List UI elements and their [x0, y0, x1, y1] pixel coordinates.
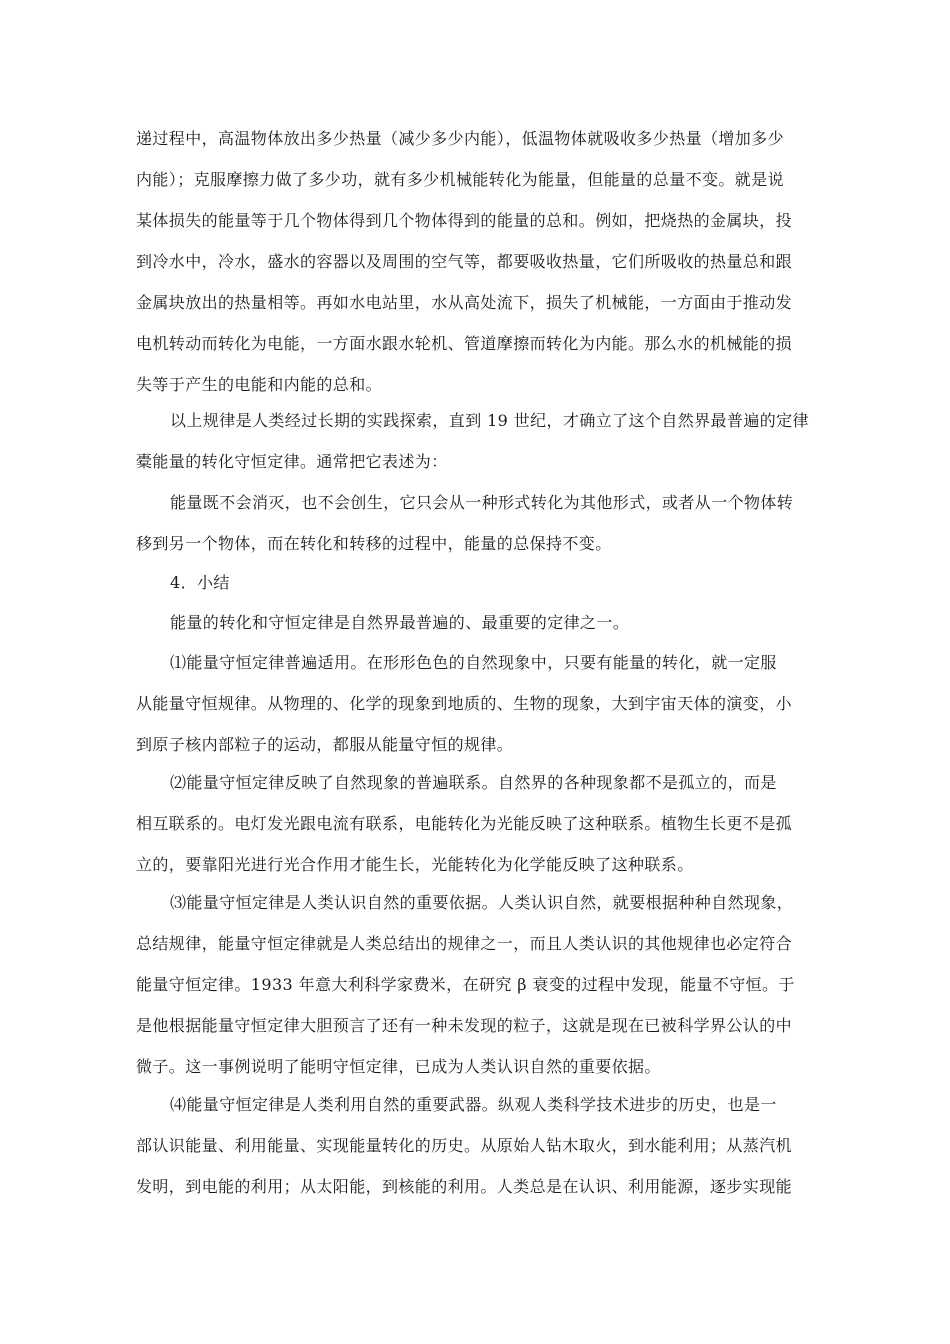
- text-line: 发明，到电能的利用；从太阳能，到核能的利用。人类总是在认识、利用能源，逐步实现能: [136, 1177, 793, 1196]
- text-line: 递过程中，高温物体放出多少热量（减少多少内能），低温物体就吸收多少热量（增加多少: [136, 129, 785, 148]
- text-line: 内能）；克服摩擦力做了多少功，就有多少机械能转化为能量，但能量的总量不变。就是说: [136, 170, 785, 189]
- text-line: 电机转动而转化为电能，一方面水跟水轮机、管道摩擦而转化为内能。那么水的机械能的损: [136, 334, 793, 353]
- text-line: 立的，要靠阳光进行光合作用才能生长，光能转化为化学能反映了这种联系。: [136, 855, 694, 874]
- paragraph-summary-intro: [136, 602, 816, 643]
- text-line: 能量既不会消灭，也不会创生，它只会从一种形式转化为其他形式，或者从一个物体转: [170, 493, 794, 512]
- text-line: ⑷能量守恒定律是人类利用自然的重要武器。纵观人类科学技术进步的历史，也是一: [170, 1095, 777, 1114]
- paragraph-point-2: [136, 762, 816, 885]
- text-line: 微子。这一事例说明了能明守恒定律，已成为人类认识自然的重要依据。: [136, 1057, 661, 1076]
- text-line: 橐能量的转化守恒定律。通常把它表述为：: [136, 452, 448, 471]
- paragraph-point-4: [136, 1084, 816, 1207]
- text-line: ⑴能量守恒定律普遍适用。在形形色色的自然现象中，只要有能量的转化，就一定服: [170, 653, 777, 672]
- text-line: 能量的转化和守恒定律是自然界最普遍的、最重要的定律之一。: [170, 613, 630, 632]
- paragraph-law-statement: [136, 482, 816, 564]
- text-line: 以上规律是人类经过长期的实践探索，直到 19 世纪，才确立了这个自然界最普遍的定律: [170, 411, 809, 430]
- text-line: 到原子核内部粒子的运动，都服从能量守恒的规律。: [136, 735, 514, 754]
- section-heading-summary: [136, 562, 816, 603]
- text-line: 到冷水中，冷水，盛水的容器以及周围的空气等，都要吸收热量，它们所吸收的热量总和跟: [136, 252, 793, 271]
- text-line: ⑶能量守恒定律是人类认识自然的重要依据。人类认识自然，就要根据种种自然现象，: [170, 893, 794, 912]
- text-line: 相互联系的。电灯发光跟电流有联系，电能转化为光能反映了这种联系。植物生长更不是孤: [136, 814, 793, 833]
- text-line: 4．小结: [170, 573, 230, 592]
- text-line: 失等于产生的电能和内能的总和。: [136, 375, 383, 394]
- paragraph-point-3: [136, 882, 816, 1087]
- text-line: ⑵能量守恒定律反映了自然现象的普遍联系。自然界的各种现象都不是孤立的，而是: [170, 773, 777, 792]
- text-line: 从能量守恒规律。从物理的、化学的现象到地质的、生物的现象，大到宇宙天体的演变，小: [136, 694, 793, 713]
- text-line: 能量守恒定律。1933 年意大利科学家费米，在研究 β 衰变的过程中发现，能量不守恒。于: [136, 975, 795, 994]
- text-line: 是他根据能量守恒定律大胆预言了还有一种未发现的粒子，这就是现在已被科学界公认的中: [136, 1016, 793, 1035]
- text-line: 某体损失的能量等于几个物体得到几个物体得到的能量的总和。例如，把烧热的金属块，投: [136, 211, 793, 230]
- text-line: 金属块放出的热量相等。再如水电站里，水从高处流下，损失了机械能，一方面由于推动发: [136, 293, 793, 312]
- paragraph-point-1: [136, 642, 816, 765]
- paragraph-law-history: [136, 400, 816, 482]
- paragraph-energy-transfer: [136, 118, 816, 405]
- text-line: 总结规律，能量守恒定律就是人类总结出的规律之一，而且人类认识的其他规律也必定符合: [136, 934, 793, 953]
- text-line: 移到另一个物体，而在转化和转移的过程中，能量的总保持不变。: [136, 534, 612, 553]
- text-line: 部认识能量、利用能量、实现能量转化的历史。从原始人钻木取火，到水能利用；从蒸汽机: [136, 1136, 793, 1155]
